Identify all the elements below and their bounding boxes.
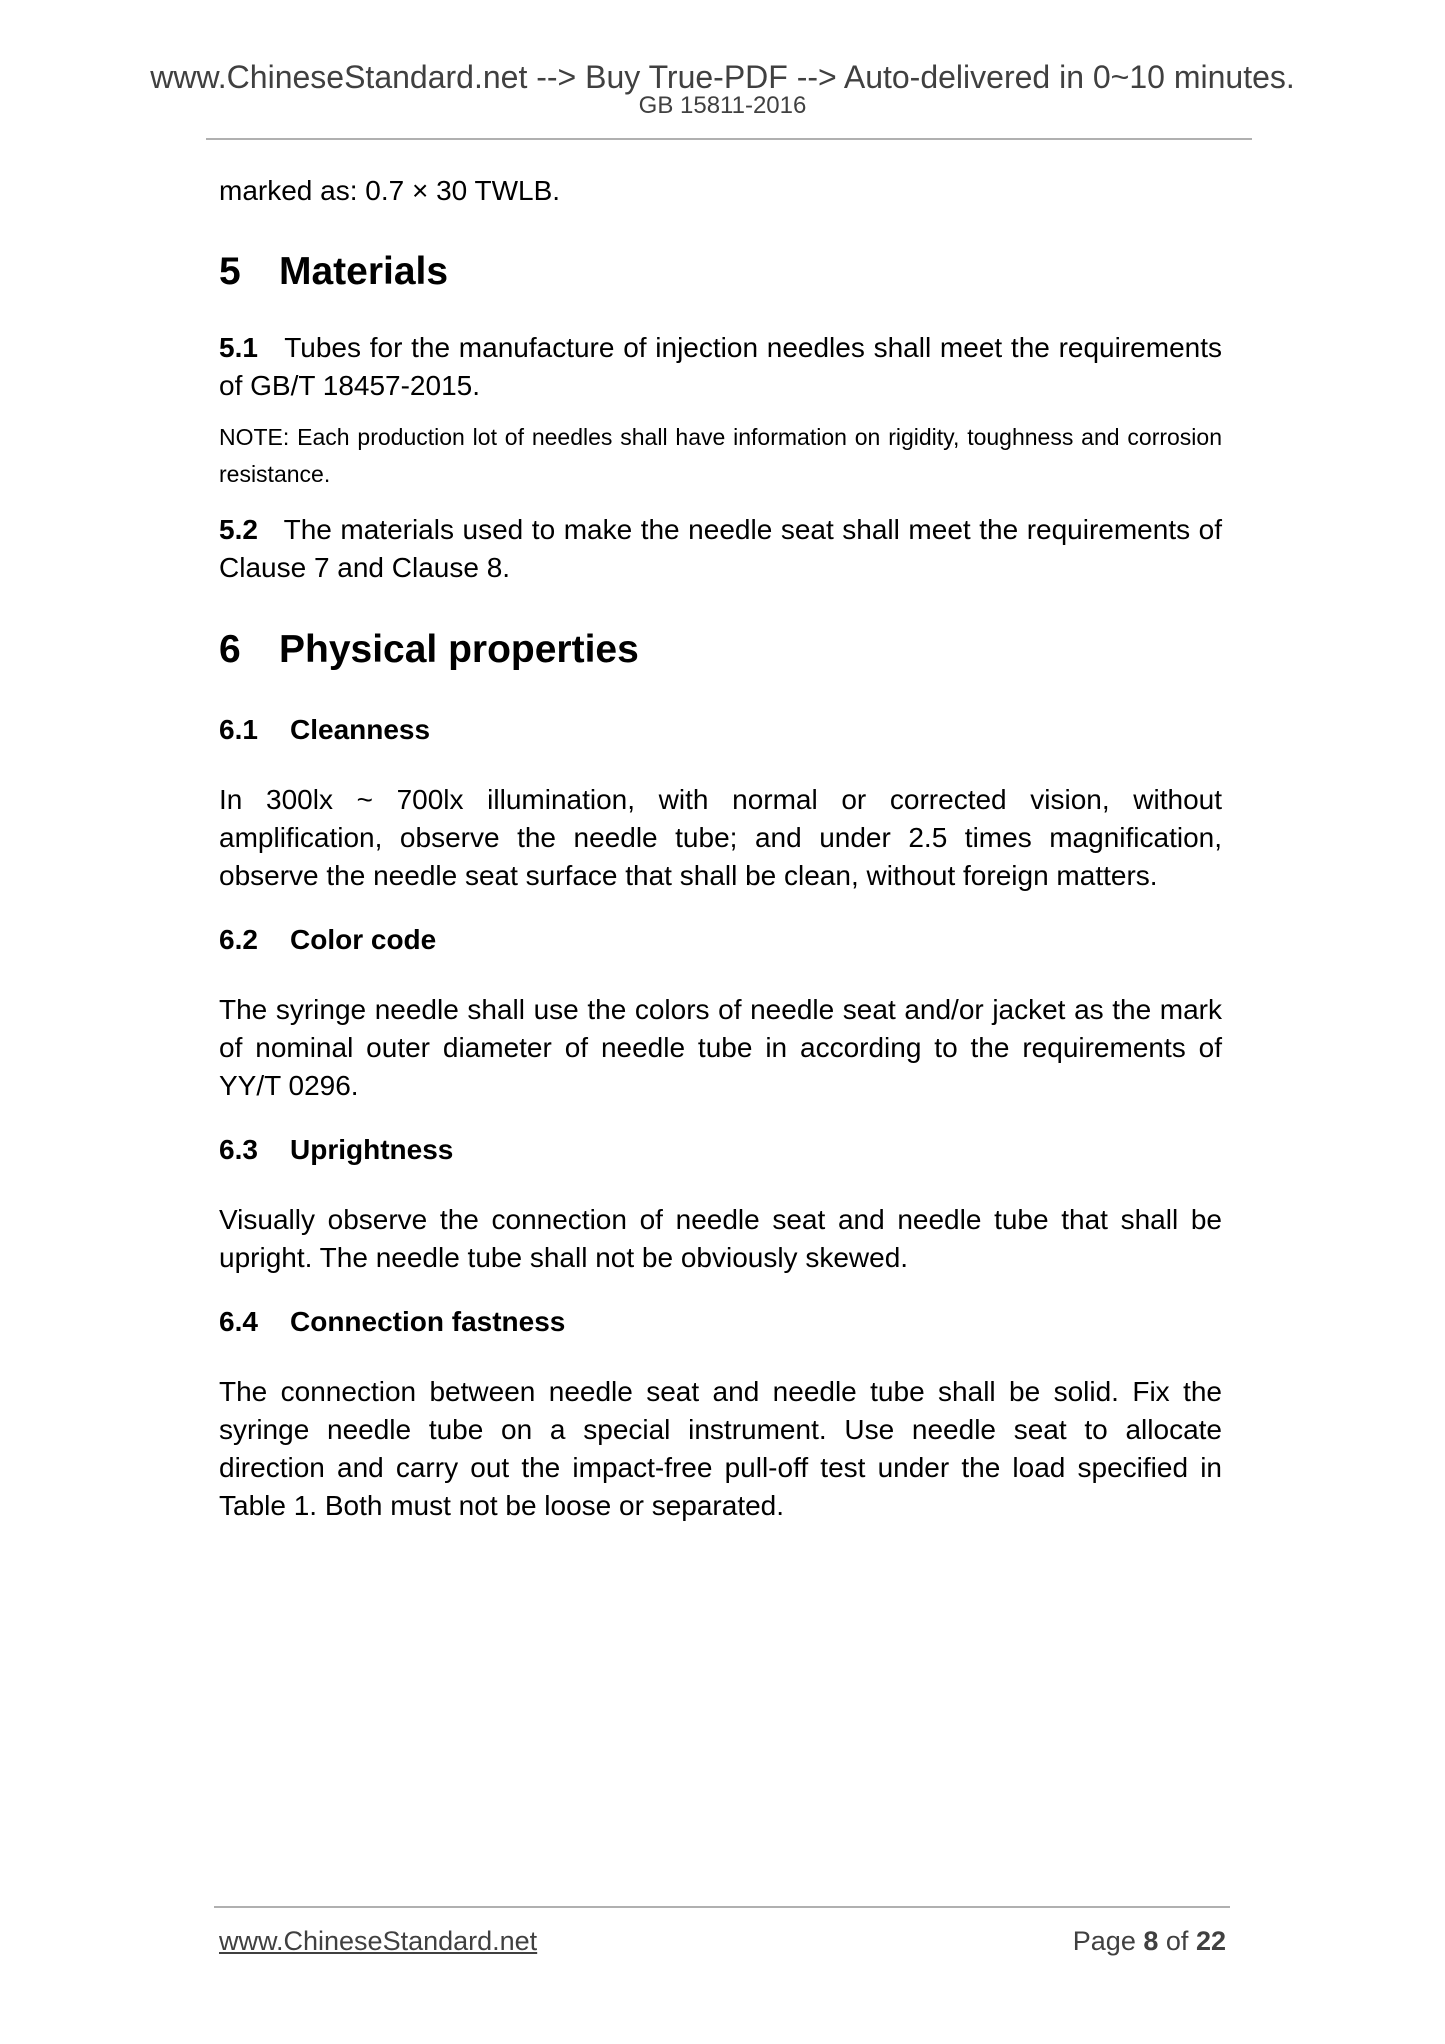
- document-body: [219, 172, 1222, 1525]
- clause-5-1-text: Tubes for the manufacture of injection needles shall meet the requirements of GB/T 18457-2015.: [219, 332, 1222, 401]
- subsection-6-3-title: Uprightness: [290, 1134, 454, 1165]
- header-standard-number: GB 15811-2016: [638, 92, 807, 119]
- header-banner: www.ChineseStandard.net --> Buy True-PDF --> Auto-delivered in 0~10 minutes.: [150, 59, 1295, 95]
- subsection-6-2-title: Color code: [290, 924, 437, 955]
- section-5-heading: [219, 249, 1222, 295]
- page-total: 22: [1195, 1926, 1226, 1956]
- footer-site-link[interactable]: www.ChineseStandard.net: [219, 1926, 538, 1956]
- clause-5-1: [219, 329, 1222, 405]
- intro-line: marked as: 0.7 × 30 TWLB.: [219, 175, 561, 206]
- clause-5-2-number: 5.2: [219, 514, 258, 545]
- clause-5-1-note: NOTE: Each production lot of needles shall have information on rigidity, toughness and corrosion resistance.: [219, 424, 1222, 487]
- subsection-6-1-text: In 300lx ~ 700lx illumination, with normal or corrected vision, without amplification, observe the needle tube; and under 2.5 times magnification, observe the needle seat surface that shall be clean, without foreign matters.: [219, 784, 1222, 891]
- subsection-6-2-text: The syringe needle shall use the colors of needle seat and/or jacket as the mark of nominal outer diameter of needle tube in according to the requirements of YY/T 0296.: [219, 994, 1222, 1101]
- subsection-6-3-text: Visually observe the connection of needle seat and needle tube that shall be upright. The needle tube shall not be obviously skewed.: [219, 1204, 1222, 1273]
- clause-5-1-number: 5.1: [219, 332, 258, 363]
- subsection-6-2-number: 6.2: [219, 924, 258, 955]
- subsection-6-4-text: The connection between needle seat and needle tube shall be solid. Fix the syringe needle tube on a special instrument. Use needle seat to allocate direction and carry out the impact-free pull-off test under the load specified in Table 1. Both must not be loose or separated.: [219, 1376, 1222, 1521]
- page-current: 8: [1143, 1926, 1159, 1956]
- section-6-title: Physical properties: [279, 628, 639, 671]
- section-5-number: 5: [219, 250, 241, 293]
- subsection-6-1-title: Cleanness: [290, 714, 431, 745]
- clause-5-2-text: The materials used to make the needle seat shall meet the requirements of Clause 7 and Clause 8.: [219, 514, 1222, 583]
- page-prefix: Page: [1072, 1926, 1136, 1956]
- subsection-6-4-number: 6.4: [219, 1306, 258, 1337]
- subsection-6-3-number: 6.3: [219, 1134, 258, 1165]
- subsection-6-3-heading: [219, 1133, 1222, 1167]
- subsection-6-4-heading: [219, 1305, 1222, 1339]
- footer-divider: [214, 1906, 1230, 1908]
- subsection-6-4-title: Connection fastness: [290, 1306, 566, 1337]
- section-5-title: Materials: [279, 250, 449, 293]
- clause-5-2: [219, 511, 1222, 587]
- section-6-heading: [219, 627, 1222, 673]
- subsection-6-1-number: 6.1: [219, 714, 258, 745]
- page-of: of: [1165, 1926, 1189, 1956]
- subsection-6-2-heading: [219, 923, 1222, 957]
- subsection-6-1-heading: [219, 713, 1222, 747]
- footer-page-number: [1073, 1924, 1226, 1958]
- header-divider: [206, 138, 1252, 140]
- section-6-number: 6: [219, 628, 241, 671]
